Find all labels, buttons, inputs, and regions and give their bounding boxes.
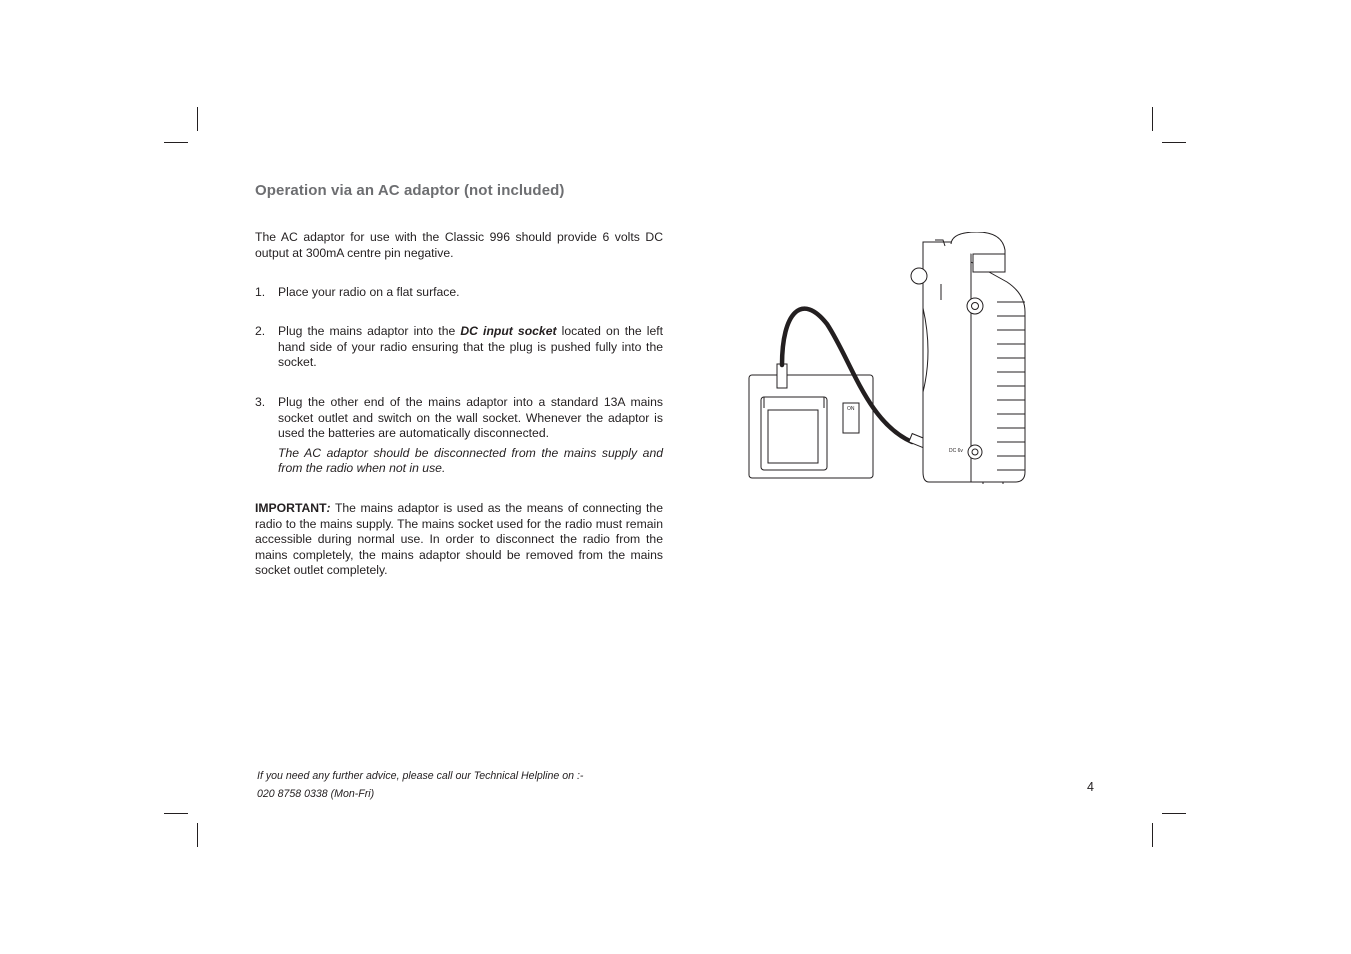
crop-mark — [197, 823, 198, 847]
step-number: 2. — [255, 324, 266, 338]
crop-mark — [1152, 107, 1153, 131]
intro-paragraph: The AC adaptor for use with the Classic 996 should provide 6 volts DC output at 300mA centre pin negative. — [255, 230, 663, 260]
step-2 — [255, 324, 663, 371]
wall-adaptor — [749, 364, 873, 478]
crop-mark — [164, 813, 188, 814]
crop-mark — [197, 107, 198, 131]
important-label: IMPORTANT — [255, 501, 327, 515]
step-number: 3. — [255, 395, 266, 409]
radio-body — [911, 232, 1025, 484]
step-3 — [255, 395, 663, 477]
step-text: Place your radio on a flat surface. — [278, 285, 460, 299]
footer-helpline: If you need any further advice, please call our Technical Helpline on :- — [257, 770, 584, 782]
step-1 — [255, 285, 663, 301]
important-text: The mains adaptor is used as the means of connecting the radio to the mains supply. The mains socket used for the radio must remain accessible during normal use. In order to disconnect the radio from the mains completely, the mains adaptor should be removed from the mains socket outlet completely. — [255, 501, 663, 578]
radio-adaptor-illustration — [747, 232, 1029, 484]
important-colon: : — [326, 501, 331, 515]
step-number: 1. — [255, 285, 266, 299]
step-text — [278, 324, 663, 371]
crop-mark — [164, 142, 188, 143]
footer-phone: 020 8758 0338 (Mon-Fri) — [257, 788, 375, 800]
switch-label: ON — [847, 406, 855, 412]
socket-label: DC 6v — [949, 448, 963, 454]
section-title: Operation via an AC adaptor (not included) — [255, 182, 565, 199]
crop-mark — [1152, 823, 1153, 847]
dc-input-socket-emphasis: DC input socket — [460, 324, 557, 338]
step-text-part: Plug the mains adaptor into the — [278, 324, 461, 338]
page-number: 4 — [1087, 780, 1094, 794]
crop-mark — [1162, 813, 1186, 814]
important-paragraph — [255, 501, 663, 579]
step-text-part: located on the left hand side of your radio ensuring that the plug is pushed fully into the socket. — [278, 324, 664, 370]
crop-mark — [1162, 142, 1186, 143]
step-text: Plug the other end of the mains adaptor into a standard 13A mains socket outlet and switch on the wall socket. Whenever the adaptor is used the batteries are automatically disconnected. — [278, 395, 663, 441]
step-note: The AC adaptor should be disconnected from the mains supply and from the radio when not in use. — [278, 445, 663, 476]
